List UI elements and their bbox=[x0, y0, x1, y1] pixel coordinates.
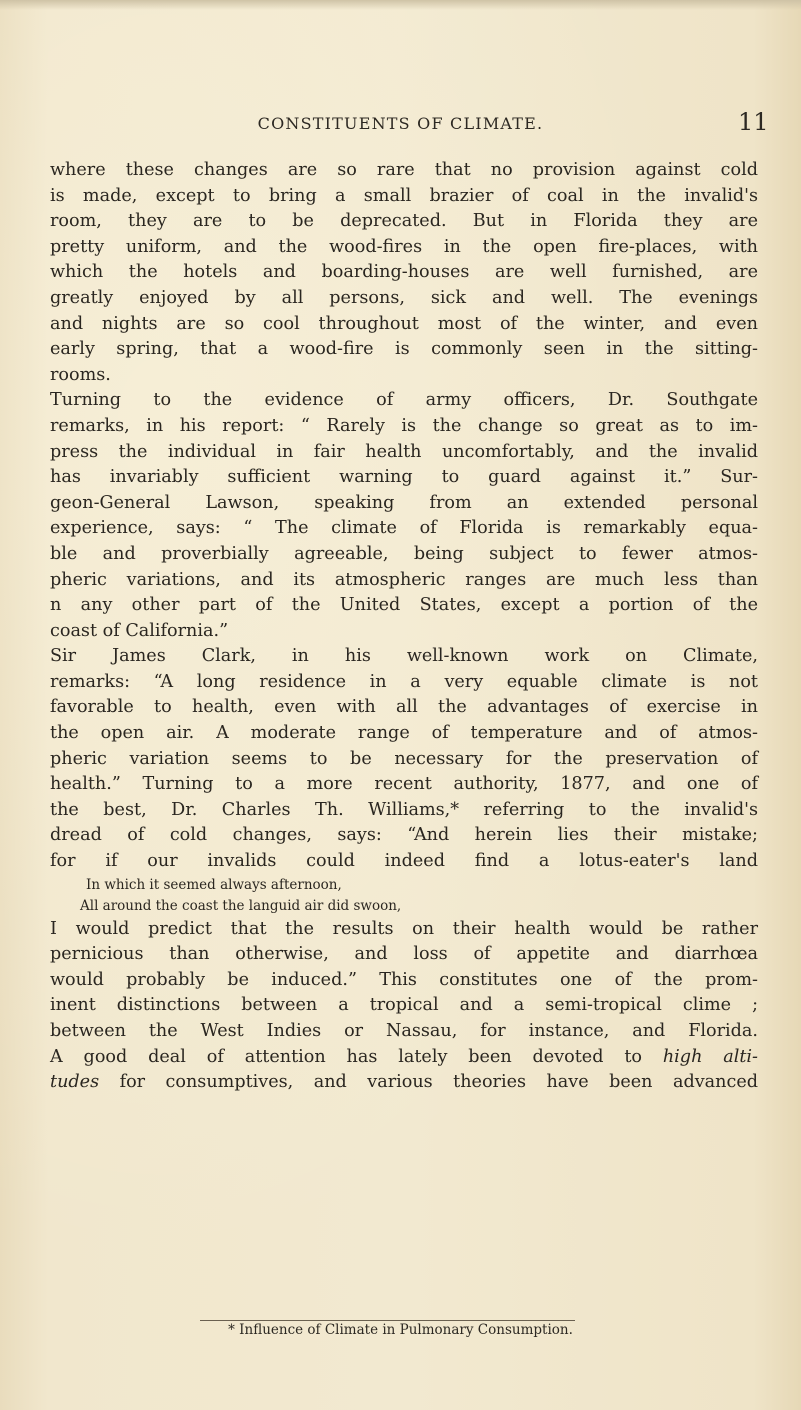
verse-line: All around the coast the languid air did swoon, bbox=[80, 897, 402, 914]
text-line: for if our invalids could indeed find a lotus-eater's land bbox=[50, 851, 758, 872]
text-line: greatly enjoyed by all persons, sick and well. The evenings bbox=[50, 287, 758, 308]
footnote: * Influence of Climate in Pulmonary Consumption. bbox=[228, 1322, 573, 1338]
text-line: has invariably sufficient warning to guard against it.” Sur- bbox=[50, 467, 758, 488]
text-line-with-italic bbox=[50, 1070, 758, 1096]
text-line: health.” Turning to a more recent authority, 1877, and one of bbox=[50, 774, 758, 795]
italic-phrase: tudes bbox=[50, 1072, 100, 1093]
text-line: Sir James Clark, in his well-known work on Climate, bbox=[50, 646, 758, 667]
text-line: which the hotels and boarding-houses are well furnished, are bbox=[50, 262, 758, 283]
text-line: is made, except to bring a small brazier of coal in the invalid's bbox=[50, 185, 758, 206]
text-line: would probably be induced.” This constitutes one of the prom- bbox=[50, 969, 758, 990]
text-line: rooms. bbox=[50, 364, 111, 385]
text-line: remarks: “A long residence in a very equable climate is not bbox=[50, 671, 758, 692]
text-line: between the West Indies or Nassau, for instance, and Florida. bbox=[50, 1021, 758, 1041]
text-line: coast of California.” bbox=[50, 620, 229, 641]
verse-line: In which it seemed always afternoon, bbox=[86, 876, 342, 893]
text-line: press the individual in fair health uncomfortably, and the invalid bbox=[50, 441, 758, 462]
text-line: pheric variation seems to be necessary for the preservation of bbox=[50, 748, 758, 769]
page-header bbox=[0, 108, 801, 142]
text-line: room, they are to be deprecated. But in Florida they are bbox=[50, 211, 758, 232]
text-line: the best, Dr. Charles Th. Williams,* referring to the invalid's bbox=[50, 799, 758, 820]
text-line: the open air. A moderate range of temperature and of atmos- bbox=[50, 723, 758, 744]
text-line: pretty uniform, and the wood-fires in the open fire-places, with bbox=[50, 236, 758, 257]
text-line: I would predict that the results on their health would be rather bbox=[50, 918, 758, 939]
text-line: geon-General Lawson, speaking from an extended personal bbox=[50, 492, 758, 513]
page-number: 11 bbox=[738, 108, 769, 136]
text-line: experience, says: “ The climate of Florida is remarkably equa- bbox=[50, 518, 758, 539]
text-segment: for consumptives, and various theories have been advanced bbox=[119, 1072, 758, 1093]
text-line: ble and proverbially agreeable, being subject to fewer atmos- bbox=[50, 543, 758, 564]
page-top-edge bbox=[0, 0, 801, 10]
italic-phrase: high alti- bbox=[662, 1046, 759, 1067]
text-line-with-italic bbox=[50, 1045, 758, 1071]
text-line: n any other part of the United States, except a portion of the bbox=[50, 595, 758, 616]
running-head: CONSTITUENTS OF CLIMATE. bbox=[257, 114, 544, 133]
footnote-rule bbox=[200, 1320, 575, 1321]
text-segment: A good deal of attention has lately been devoted to bbox=[50, 1046, 642, 1067]
text-line: and nights are so cool throughout most of the winter, and even bbox=[50, 313, 758, 334]
text-line: Turning to the evidence of army officers, Dr. Southgate bbox=[50, 390, 758, 411]
text-line: dread of cold changes, says: “And herein lies their mistake; bbox=[50, 825, 758, 846]
body-text bbox=[50, 158, 758, 1096]
text-line: pheric variations, and its atmospheric ranges are much less than bbox=[50, 569, 758, 590]
text-line: favorable to health, even with all the advantages of exercise in bbox=[50, 697, 758, 718]
text-line: pernicious than otherwise, and loss of appetite and diarrhœa bbox=[50, 944, 758, 965]
text-line: early spring, that a wood-fire is commonly seen in the sitting- bbox=[50, 339, 758, 360]
text-line: where these changes are so rare that no provision against cold bbox=[50, 160, 758, 180]
text-line: remarks, in his report: “ Rarely is the change so great as to im- bbox=[50, 415, 758, 436]
text-line: inent distinctions between a tropical and a semi-tropical clime ; bbox=[50, 995, 758, 1016]
